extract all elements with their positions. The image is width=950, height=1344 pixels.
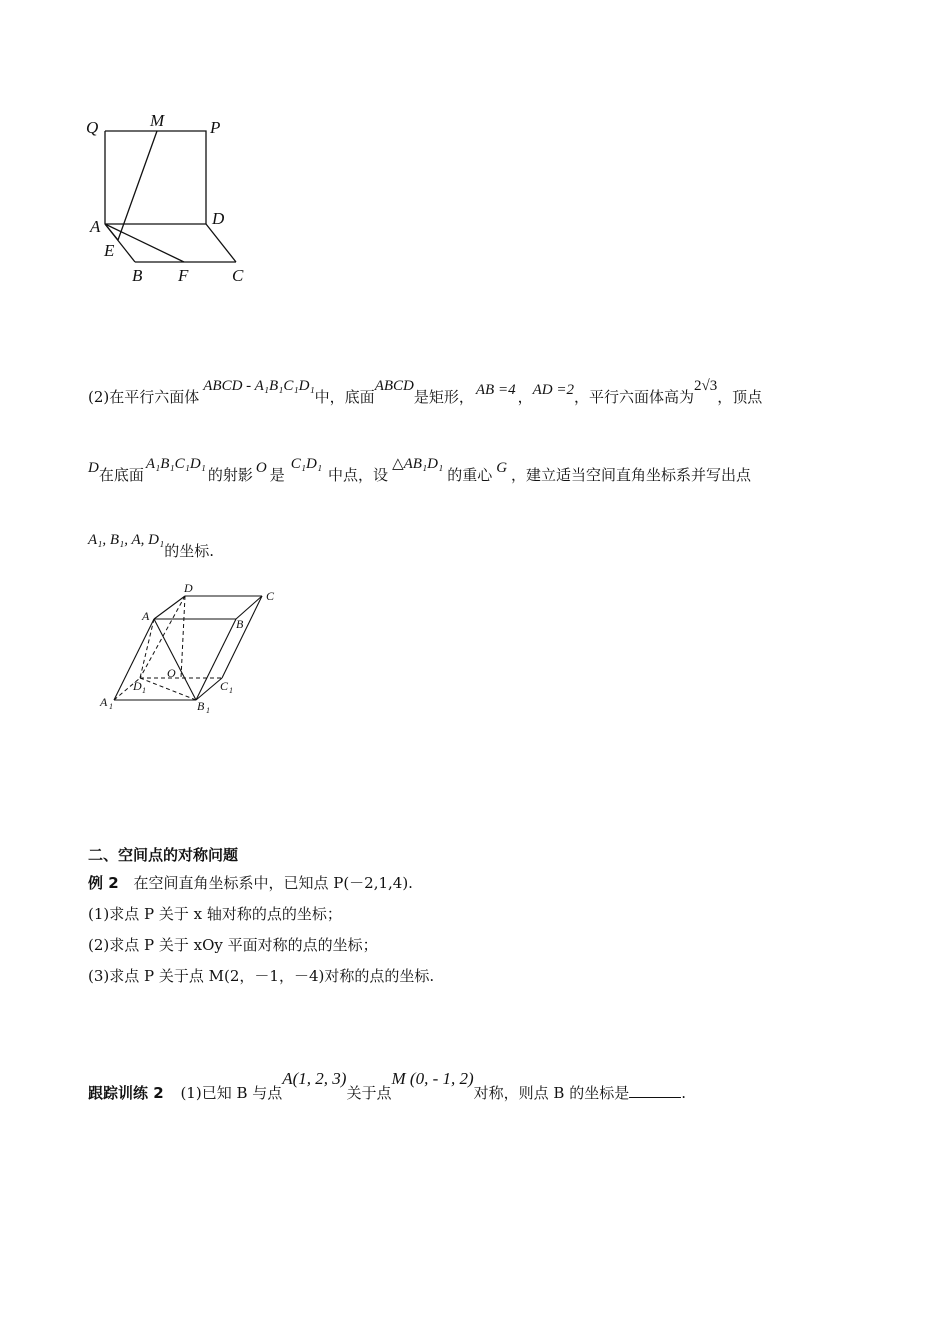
problem2-line3 xyxy=(88,532,214,561)
point-A: A(1, 2, 3) xyxy=(282,1069,347,1088)
label-B1-sub: 1 xyxy=(206,706,210,715)
point-M: M (0, - 1, 2) xyxy=(391,1069,474,1088)
label-C: C xyxy=(232,266,244,285)
label-D: D xyxy=(212,209,225,228)
label-Q: Q xyxy=(86,118,99,137)
problem2-text: 的坐标. xyxy=(164,542,214,560)
triangle-name: △AB₁D₁ xyxy=(392,456,444,472)
problem2-text: (2)在平行六面体 xyxy=(88,388,200,406)
problem2-text: 的重心 xyxy=(447,466,493,484)
question-3: (3)求点 P 关于点 M(2，－1，－4)对称的点的坐标. xyxy=(88,967,435,985)
label-D1-sub: 1 xyxy=(142,686,146,695)
point-O: O xyxy=(255,460,267,476)
label-C1-sub: 1 xyxy=(229,686,233,695)
hexahedron-name: ABCD - A₁B₁C₁D₁ xyxy=(203,378,315,394)
points-list: A₁, B₁, A, D₁ xyxy=(88,532,165,548)
problem2-text: 是 xyxy=(269,466,285,484)
edge-name: C₁D₁ xyxy=(290,456,323,472)
ad-length: AD =2 xyxy=(532,382,574,398)
point-G: G xyxy=(496,460,508,476)
label-B: B xyxy=(236,617,244,631)
problem2-text: ，建立适当空间直角坐标系并写出点 xyxy=(511,466,752,484)
vertex-D: D xyxy=(88,460,99,476)
problem2-text: 中，底面 xyxy=(314,388,375,406)
problem2-text: ，平行六面体高为 xyxy=(573,388,694,406)
training-text: 关于点 xyxy=(346,1084,392,1102)
example2-line xyxy=(88,872,413,893)
question-1: (1)求点 P 关于 x 轴对称的点的坐标； xyxy=(88,905,342,923)
label-C1: C xyxy=(220,679,229,693)
question-2: (2)求点 P 关于 xOy 平面对称的点的坐标； xyxy=(88,936,378,954)
face-name: A₁B₁C₁D₁ xyxy=(145,456,206,472)
problem2-text: 在底面 xyxy=(98,466,144,484)
problem2-text: 中点，设 xyxy=(328,466,389,484)
label-A1: A xyxy=(100,695,108,709)
base-name: ABCD xyxy=(374,378,414,394)
label-A: A xyxy=(90,217,101,236)
label-F: F xyxy=(178,266,189,285)
problem2-line1 xyxy=(88,378,763,407)
label-M: M xyxy=(150,111,165,130)
section-heading: 二、空间点的对称问题 xyxy=(88,846,239,864)
problem2-text: 的射影 xyxy=(207,466,253,484)
training-text: (1)已知 B 与点 xyxy=(180,1084,283,1102)
training-line xyxy=(88,1069,686,1103)
problem2-text: ，顶点 xyxy=(717,388,763,406)
label-B: B xyxy=(132,266,143,285)
problem2-text: ， xyxy=(517,388,533,406)
label-O: O xyxy=(167,666,176,680)
answer-blank[interactable] xyxy=(629,1085,681,1098)
label-D1: D xyxy=(133,679,142,693)
label-E: E xyxy=(104,241,115,260)
problem2-line2 xyxy=(88,456,752,485)
training-text: 对称，则点 B 的坐标是 xyxy=(473,1084,630,1102)
label-C: C xyxy=(266,589,275,603)
figure-2-parallelepiped xyxy=(96,582,286,722)
label-A: A xyxy=(142,609,150,623)
label-B1: B xyxy=(197,699,205,713)
label-A1-sub: 1 xyxy=(109,702,113,711)
training-label: 跟踪训练 2 xyxy=(88,1084,164,1102)
label-P: P xyxy=(210,118,221,137)
height-value: 2√3 xyxy=(693,378,718,394)
training-text: . xyxy=(681,1084,686,1102)
label-D: D xyxy=(184,582,193,595)
ab-length: AB =4 xyxy=(475,382,516,398)
example-text: 在空间直角坐标系中，已知点 P(－2,1,4). xyxy=(133,874,413,892)
figure-1-geometry xyxy=(80,108,260,288)
example-label: 例 2 xyxy=(88,874,119,892)
problem2-text: 是矩形， xyxy=(413,388,474,406)
